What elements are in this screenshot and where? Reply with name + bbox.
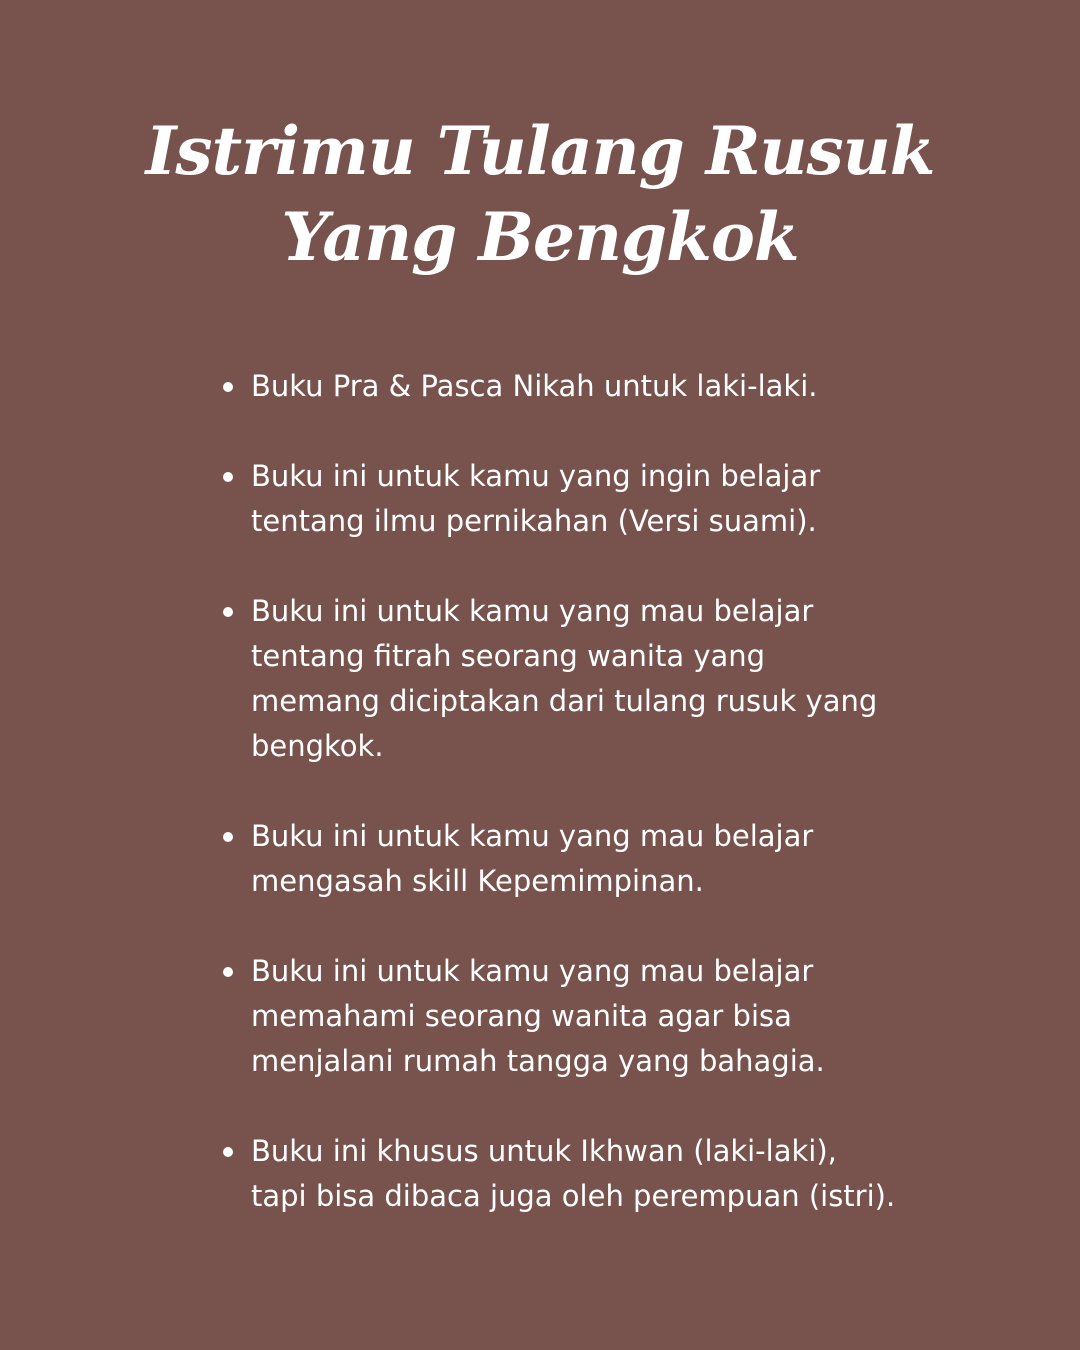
feature-list: [220, 364, 900, 1264]
list-item: [220, 589, 900, 769]
bullet-icon: [223, 1147, 233, 1157]
list-item: [220, 1129, 900, 1219]
list-item-text: Buku ini untuk kamu yang mau belajar tentang fitrah seorang wanita yang memang diciptakan dari tulang rusuk yang bengkok.: [251, 594, 878, 763]
bullet-icon: [223, 472, 233, 482]
list-item-text: Buku ini khusus untuk Ikhwan (laki-laki), tapi bisa dibaca juga oleh perempuan (istri).: [251, 1134, 896, 1213]
list-item-text: Buku ini untuk kamu yang ingin belajar tentang ilmu pernikahan (Versi suami).: [251, 459, 821, 538]
page-title: [0, 108, 1080, 280]
title-line-1: Istrimu Tulang Rusuk: [145, 112, 935, 190]
list-item: [220, 949, 900, 1084]
list-item-text: Buku ini untuk kamu yang mau belajar mengasah skill Kepemimpinan.: [251, 819, 814, 898]
list-item: [220, 364, 900, 409]
title-line-2: Yang Bengkok: [281, 198, 799, 276]
list-item: [220, 454, 900, 544]
bullet-icon: [223, 607, 233, 617]
bullet-icon: [223, 382, 233, 392]
bullet-icon: [223, 832, 233, 842]
list-item: [220, 814, 900, 904]
list-item-text: Buku Pra & Pasca Nikah untuk laki-laki.: [251, 369, 818, 403]
list-item-text: Buku ini untuk kamu yang mau belajar memahami seorang wanita agar bisa menjalani rumah tangga yang bahagia.: [251, 954, 825, 1078]
bullet-icon: [223, 967, 233, 977]
